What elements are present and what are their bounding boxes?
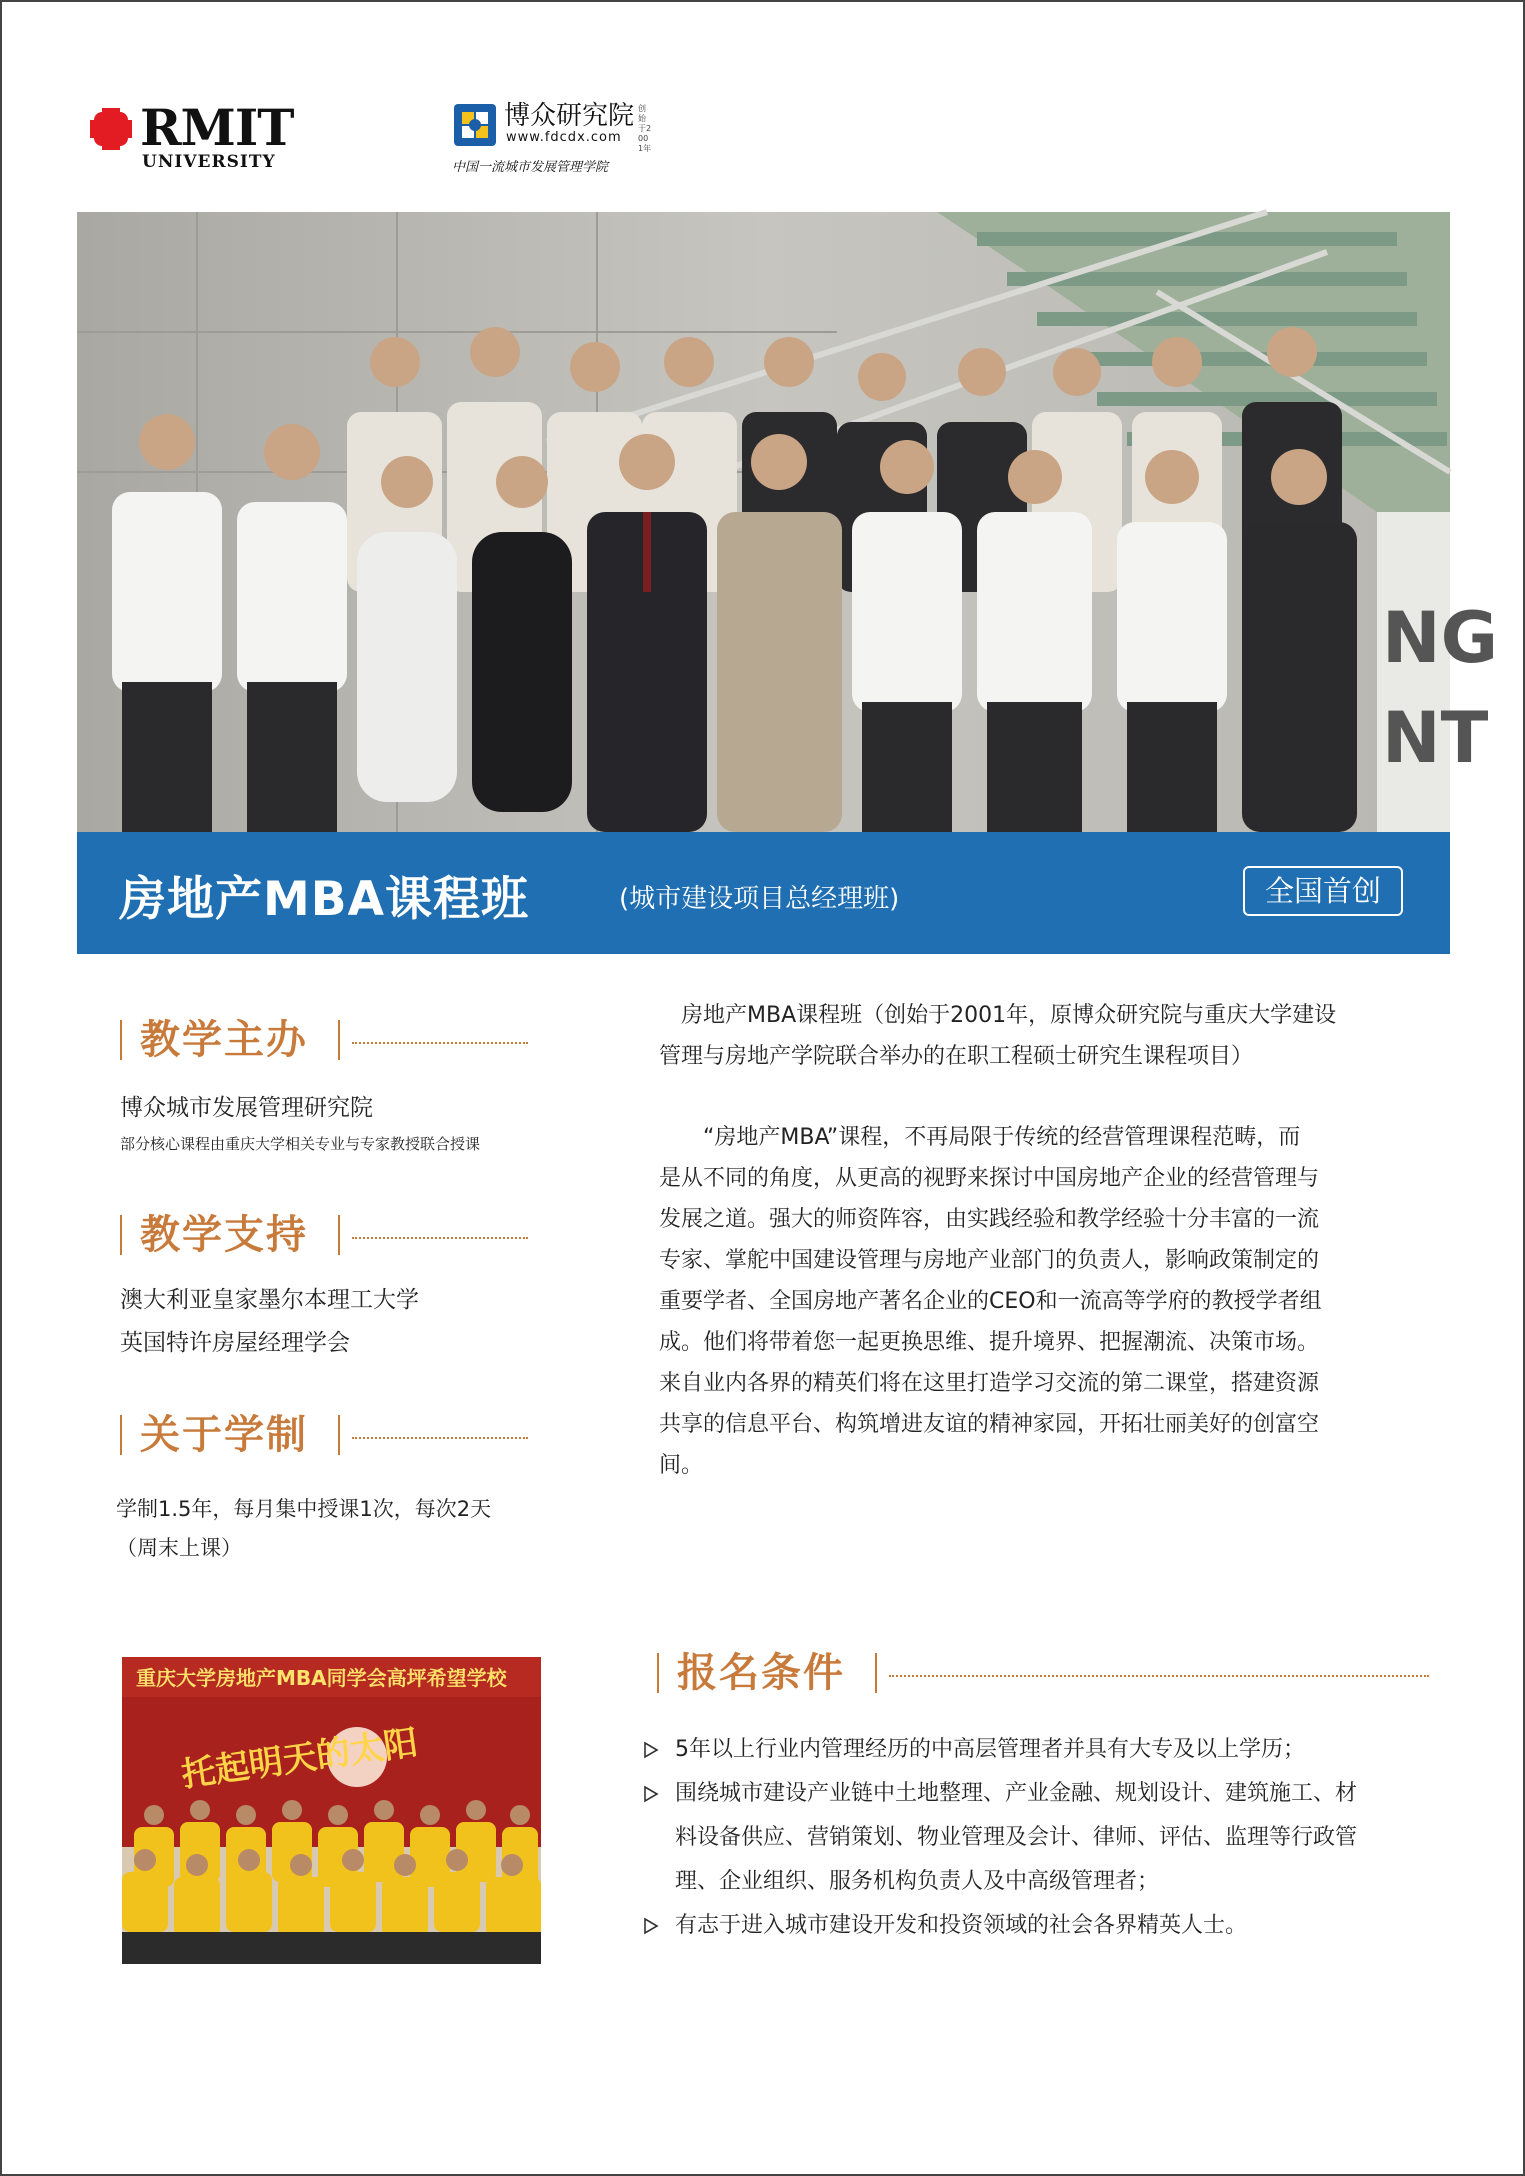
requirement-item [643,1728,1443,1772]
program-length-line: 学制1.5年，每月集中授课1次，每次2天 [116,1497,492,1521]
rmit-logo [88,98,294,178]
requirements-list [643,1728,1443,1948]
program-title: 房地产MBA课程班 [119,872,529,927]
bozhong-emblem-icon [454,104,496,146]
rmit-pixel-mark-icon [90,108,132,150]
description-paragraph [659,1117,1419,1486]
svg-text:NG: NG [1382,597,1499,679]
section-dotted-rule [889,1675,1429,1677]
section-bar-right [338,1415,340,1455]
requirement-line: 5年以上行业内管理经历的中高层管理者并具有大专及以上学历； [675,1737,1305,1762]
section-dotted-rule [352,1437,528,1439]
section-dotted-rule [352,1237,528,1239]
hero-group-photo [77,212,1499,832]
description-line: 来自业内各界的精英们将在这里打造学习交流的第二课堂，搭建资源 [659,1371,1320,1396]
section-title: 报名条件 [677,1650,845,1696]
support-ciho: 英国特许房屋经理学会 [120,1330,350,1356]
triangle-bullet-icon [643,1918,659,1934]
bozhong-name: 博众研究院 [504,101,635,131]
first-in-china-badge: 全国首创 [1243,866,1403,916]
section-bar-left [120,1215,122,1255]
bozhong-logo [452,100,672,180]
section-bar-left [120,1020,122,1060]
section-requirements-header [657,1647,1447,1699]
photo-wall-text: 托起明天的太阳 [179,1722,421,1796]
teaching-host-note: 部分核心课程由重庆大学相关专业与专家教授联合授课 [120,1135,481,1153]
section-teaching-host-header [120,1014,540,1066]
requirement-line: 理、企业组织、服务机构负责人及中高级管理者； [675,1869,1160,1894]
requirement-item [643,1772,1443,1904]
section-title: 关于学制 [140,1412,308,1458]
description-line: 重要学者、全国房地产著名企业的CEO和一流高等学府的教授学者组 [659,1289,1322,1314]
bozhong-tagline: 中国一流城市发展管理学院 [452,160,609,175]
section-teaching-support-header [120,1209,540,1261]
requirement-line: 围绕城市建设产业链中土地整理、产业金融、规划设计、建筑施工、材 [675,1781,1358,1806]
rmit-wordmark: RMIT [140,98,294,157]
hope-school-photo [122,1657,541,1964]
intro-line: 房地产MBA课程班（创始于2001年，原博众研究院与重庆大学建设 [659,1003,1337,1028]
section-bar-right [338,1020,340,1060]
bozhong-url[interactable]: www.fdcdx.com [506,130,622,145]
section-bar-right [875,1653,877,1693]
bozhong-founded-note: 创始于2001年 [638,104,652,153]
group-photo-illustration [77,212,1499,832]
description-line: 专家、掌舵中国建设管理与房地产业部门的负责人，影响政策制定的 [659,1248,1320,1273]
rmit-university-label: UNIVERSITY [142,152,276,172]
triangle-bullet-icon [643,1786,659,1802]
description-line: “房地产MBA”课程，不再局限于传统的经营管理课程范畴，而 [659,1125,1301,1150]
teaching-host-name: 博众城市发展管理研究院 [120,1095,373,1121]
program-length-weekend: （周末上课） [116,1536,242,1560]
section-bar-left [120,1415,122,1455]
section-program-length-header [120,1409,540,1461]
title-banner [77,832,1450,954]
description-line: 发展之道。强大的师资阵容，由实践经验和教学经验十分丰富的一流 [659,1207,1320,1232]
description-line: 成。他们将带着您一起更换思维、提升境界、把握潮流、决策市场。 [659,1330,1320,1355]
section-dotted-rule [352,1042,528,1044]
requirement-line: 料设备供应、营销策划、物业管理及会计、律师、评估、监理等行政管 [675,1825,1358,1850]
section-bar-right [338,1215,340,1255]
section-bar-left [657,1653,659,1693]
support-rmit: 澳大利亚皇家墨尔本理工大学 [120,1287,419,1313]
requirement-line: 有志于进入城市建设开发和投资领域的社会各界精英人士。 [675,1913,1248,1938]
intro-paragraph [659,995,1419,1077]
requirement-item [643,1904,1443,1948]
description-line: 是从不同的角度，从更高的视野来探讨中国房地产企业的经营管理与 [659,1166,1320,1191]
photo-banner-text: 重庆大学房地产MBA同学会高坪希望学校 [136,1666,507,1690]
svg-text:NT: NT [1382,697,1489,779]
program-subtitle: (城市建设项目总经理班) [619,884,900,914]
triangle-bullet-icon [643,1742,659,1758]
section-title: 教学主办 [140,1017,308,1063]
description-line: 间。 [659,1453,704,1478]
description-line: 共享的信息平台、构筑增进友谊的精神家园，开拓壮丽美好的创富空 [659,1412,1320,1437]
hope-school-illustration [122,1657,541,1964]
section-title: 教学支持 [140,1212,308,1258]
intro-line: 管理与房地产学院联合举办的在职工程硕士研究生课程项目） [659,1044,1254,1069]
